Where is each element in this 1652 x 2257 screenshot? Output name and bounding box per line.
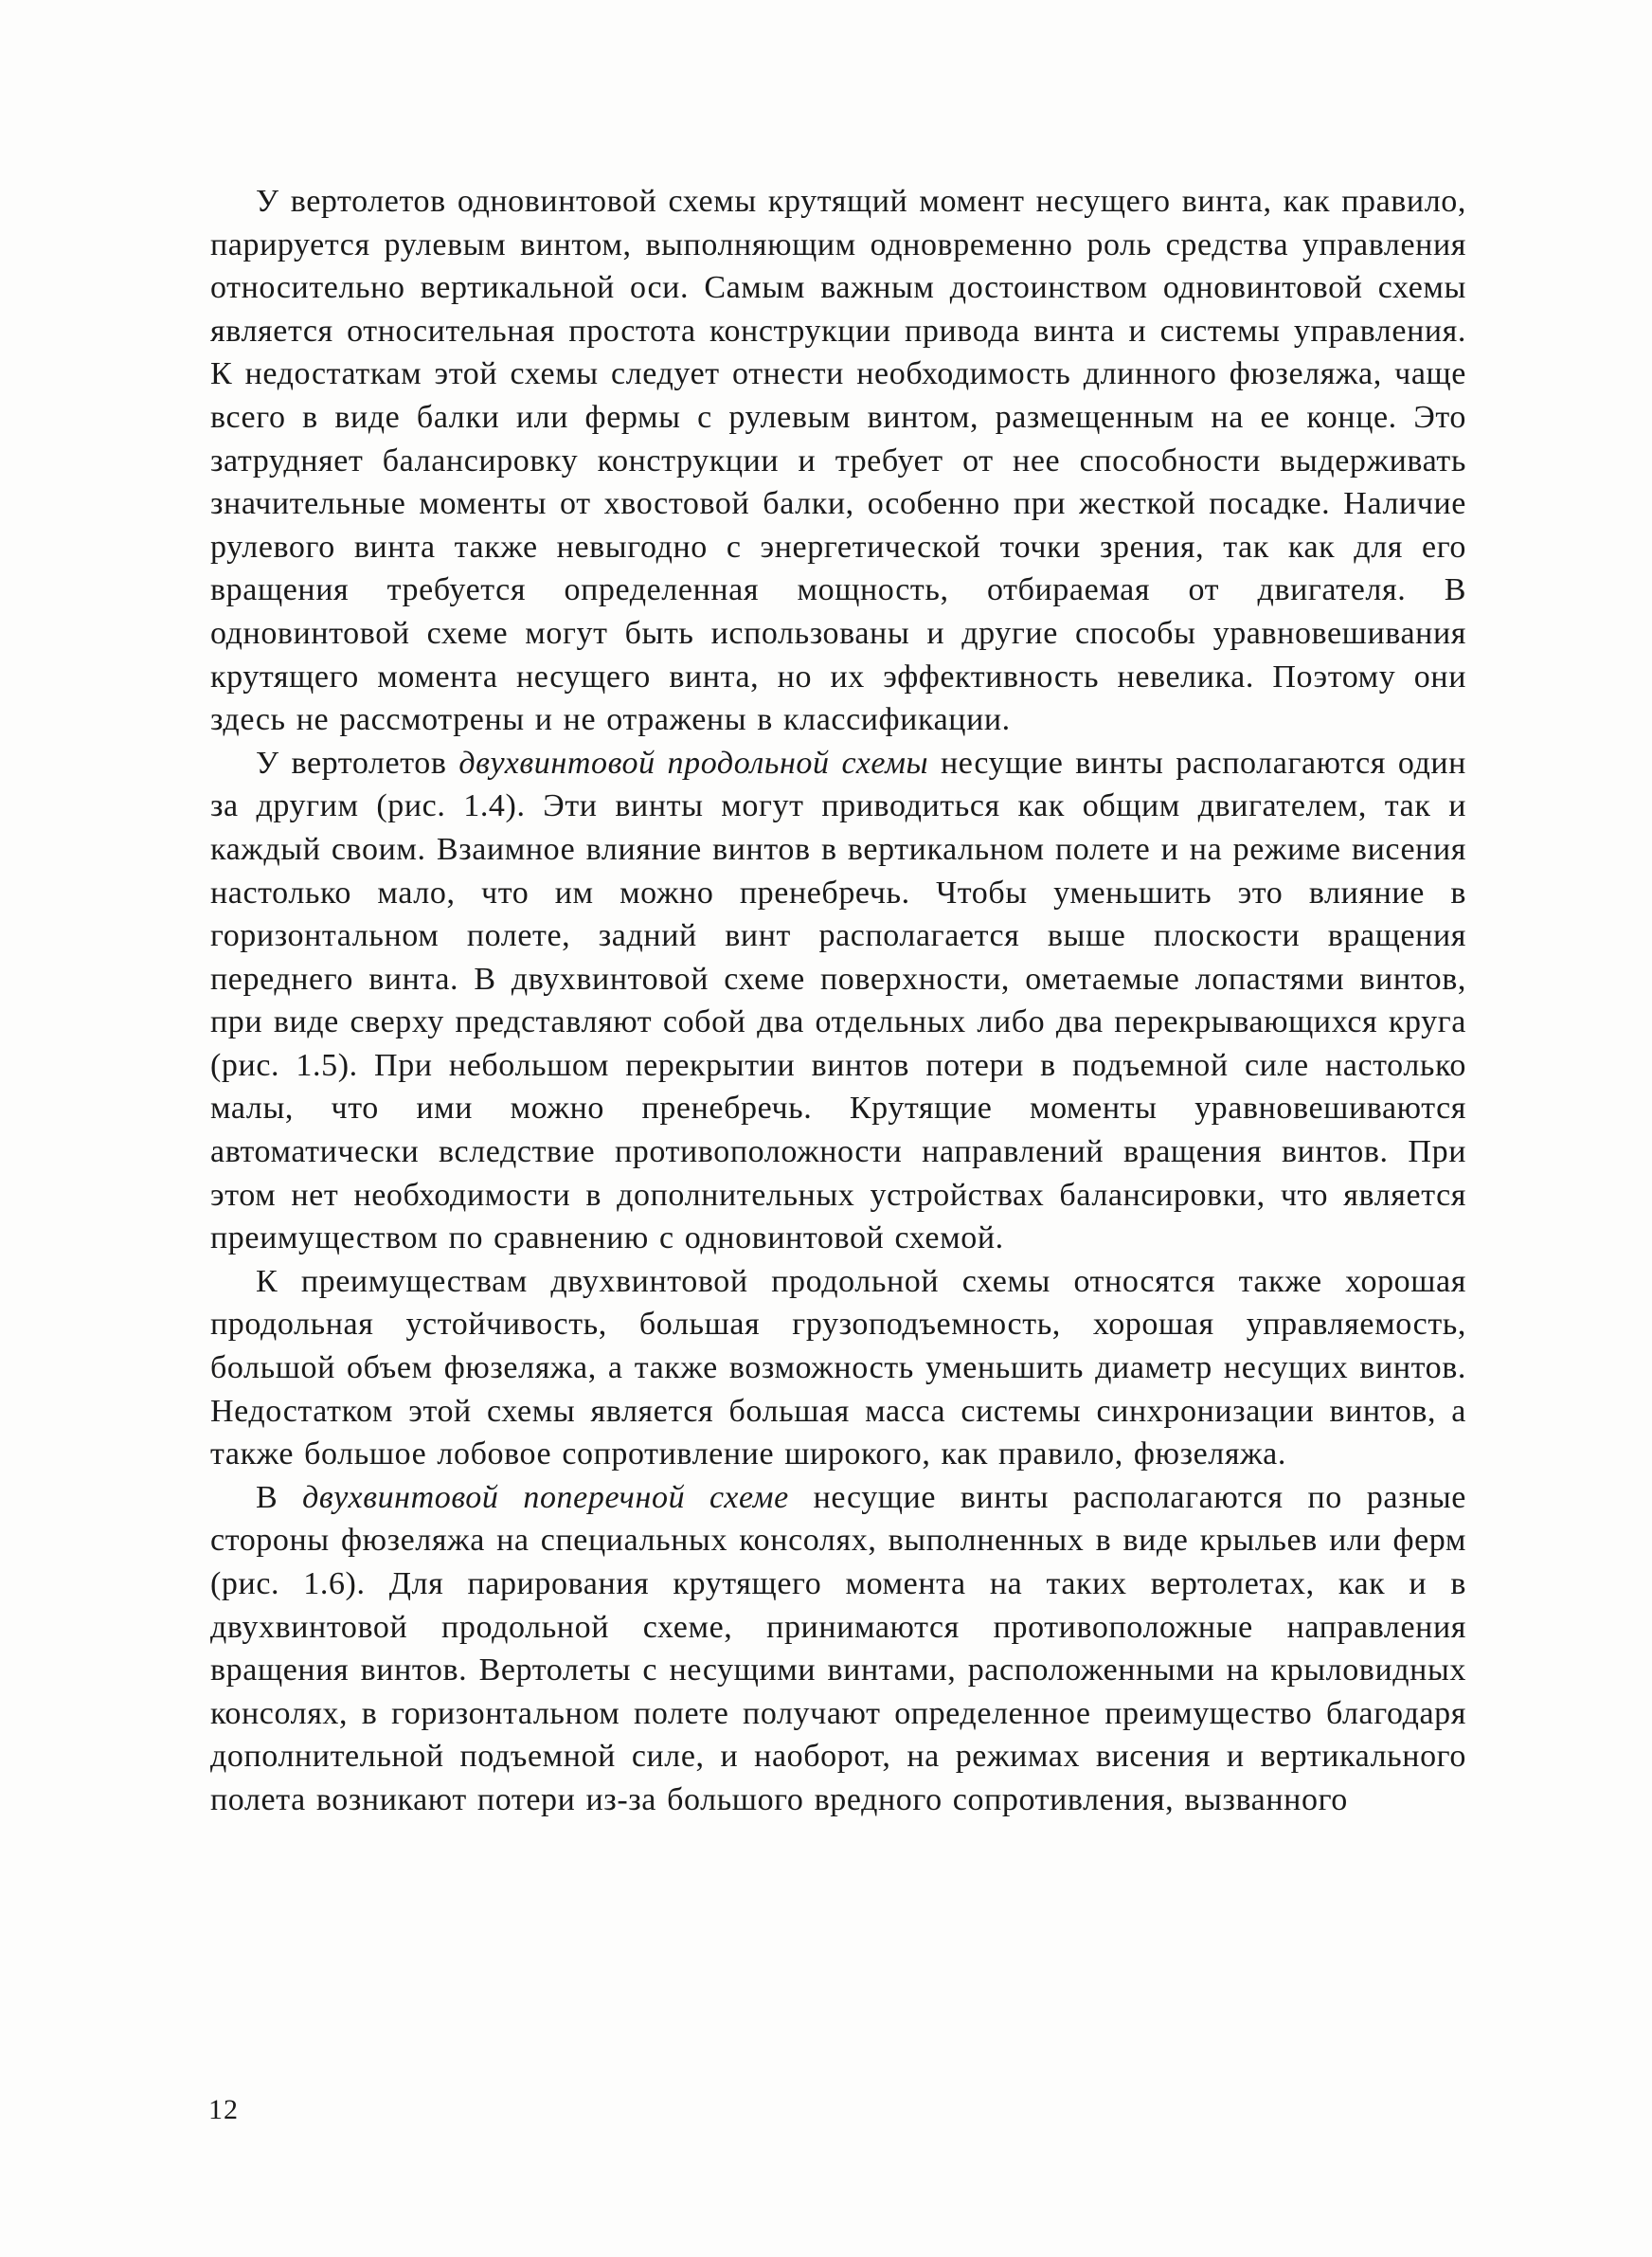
paragraph-text-lead: В (256, 1479, 303, 1515)
emphasis-term: двухвинтовой продольной схемы (458, 745, 929, 781)
body-text (210, 180, 1466, 1822)
paragraph-tandem-advantages (210, 1260, 1466, 1476)
emphasis-term: двухвинтовой поперечной схеме (302, 1479, 789, 1515)
page-number: 12 (208, 2094, 239, 2125)
paragraph-transverse-rotor (210, 1476, 1466, 1822)
paragraph-text: У вертолетов одновинтовой схемы крутящий момент несущего винта, как правило, парируется рулевым винтом, выполняющим одновременно роль средства управления относительно вертикальной оси. Самым важным достоинством одновинтовой схемы является относительная простота конструкции привода винта и системы управления. К недостаткам этой схемы следует отнести необходимость длинного фюзеляжа, чаще всего в виде балки или фермы с рулевым винтом, размещенным на ее конце. Это затрудняет балансировку конструкции и требует от нее способности выдерживать значительные моменты от хвостовой балки, особенно при жесткой посадке. Наличие рулевого винта также невыгодно с энергетической точки зрения, так как для его вращения требуется определенная мощность, отбираемая от двигателя. В одновинтовой схеме могут быть использованы и другие способы уравновешивания крутящего момента несущего винта, но их эффективность невелика. Поэтому они здесь не рассмотрены и не отражены в классификации. (210, 184, 1466, 738)
paragraph-text-rest: несущие винты располагаются по разные стороны фюзеляжа на специальных консолях, выполненных в виде крыльев или ферм (рис. 1.6). Для парирования крутящего момента на таких вертолетах, как и в двухвинтовой продольной схеме, принимаются противоположные направления вращения винтов. Вертолеты с несущими винтами, расположенными на крыловидных консолях, в горизонтальном полете получают определенное преимущество благодаря дополнительной подъемной силе, и наоборот, на режимах висения и вертикального полета возникают потери из-за большого вредного сопротивления, вызванного (210, 1479, 1466, 1817)
paragraph-tandem-rotor (210, 742, 1466, 1260)
paragraph-text-rest: несущие винты располагаются один за другим (рис. 1.4). Эти винты могут приводиться как общим двигателем, так и каждый своим. Взаимное влияние винтов в вертикальном полете и на режиме висения настолько мало, что им можно пренебречь. Чтобы уменьшить это влияние в горизонтальном полете, задний винт располагается выше плоскости вращения переднего винта. В двухвинтовой схеме поверхности, ометаемые лопастями винтов, при виде сверху представляют собой два отдельных либо два перекрывающихся круга (рис. 1.5). При небольшом перекрытии винтов потери в подъемной силе настолько малы, что ими можно пренебречь. Крутящие моменты уравновешиваются автоматически вследствие противоположности направлений вращения винтов. При этом нет необходимости в дополнительных устройствах балансировки, что является преимуществом по сравнению с одновинтовой схемой. (210, 745, 1466, 1256)
paragraph-text: К преимуществам двухвинтовой продольной схемы относятся также хорошая продольная устойчивость, большая грузоподъемность, хорошая управляемость, большой объем фюзеляжа, а также возможность уменьшить диаметр несущих винтов. Недостатком этой схемы является большая масса системы синхронизации винтов, а также большое лобовое сопротивление широкого, как правило, фюзеляжа. (210, 1263, 1466, 1472)
paragraph-text-lead: У вертолетов (256, 745, 459, 781)
paragraph-single-rotor (210, 180, 1466, 742)
